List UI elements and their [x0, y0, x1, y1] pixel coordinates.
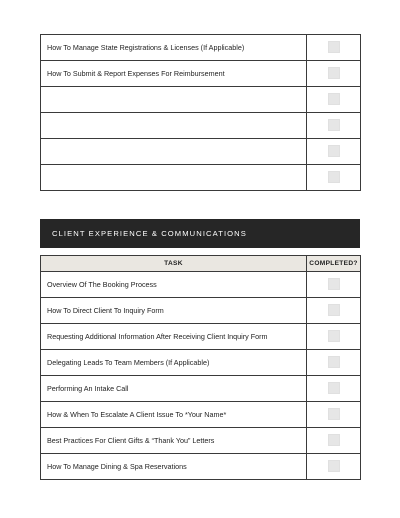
task-label: How To Direct Client To Inquiry Form [41, 298, 307, 324]
task-label: Requesting Additional Information After Receiving Client Inquiry Form [41, 324, 307, 350]
task-label: Overview Of The Booking Process [41, 272, 307, 298]
table-row [41, 61, 361, 87]
task-label: How & When To Escalate A Client Issue To *Your Name* [41, 402, 307, 428]
task-label: How To Manage Dining & Spa Reservations [41, 454, 307, 480]
column-header-completed: COMPLETED? [307, 256, 361, 272]
table-row [41, 428, 361, 454]
completed-checkbox[interactable] [328, 171, 340, 183]
task-label [41, 113, 307, 139]
table-row [41, 139, 361, 165]
completed-checkbox[interactable] [328, 278, 340, 290]
checklist-table-top [40, 34, 361, 191]
completed-checkbox[interactable] [328, 93, 340, 105]
table-row [41, 350, 361, 376]
task-label [41, 87, 307, 113]
completed-checkbox[interactable] [328, 67, 340, 79]
completed-checkbox[interactable] [328, 382, 340, 394]
table-row [41, 272, 361, 298]
completed-checkbox[interactable] [328, 145, 340, 157]
table-header-row [41, 256, 361, 272]
checklist-table-client-experience [40, 255, 361, 480]
column-header-task: TASK [41, 256, 307, 272]
table-row [41, 376, 361, 402]
task-label: Delegating Leads To Team Members (If Applicable) [41, 350, 307, 376]
completed-checkbox[interactable] [328, 356, 340, 368]
completed-checkbox[interactable] [328, 41, 340, 53]
completed-checkbox[interactable] [328, 330, 340, 342]
table-row [41, 324, 361, 350]
completed-checkbox[interactable] [328, 434, 340, 446]
task-label [41, 165, 307, 191]
completed-checkbox[interactable] [328, 119, 340, 131]
task-label: Performing An Intake Call [41, 376, 307, 402]
section-title-bar: CLIENT EXPERIENCE & COMMUNICATIONS [40, 219, 360, 248]
table-row [41, 165, 361, 191]
table-row [41, 113, 361, 139]
table-row [41, 298, 361, 324]
table-row [41, 454, 361, 480]
task-label: How To Submit & Report Expenses For Reimbursement [41, 61, 307, 87]
table-row [41, 35, 361, 61]
completed-checkbox[interactable] [328, 304, 340, 316]
table-row [41, 402, 361, 428]
task-label [41, 139, 307, 165]
completed-checkbox[interactable] [328, 408, 340, 420]
task-label: How To Manage State Registrations & Licenses (If Applicable) [41, 35, 307, 61]
completed-checkbox[interactable] [328, 460, 340, 472]
table-row [41, 87, 361, 113]
task-label: Best Practices For Client Gifts & “Thank You” Letters [41, 428, 307, 454]
